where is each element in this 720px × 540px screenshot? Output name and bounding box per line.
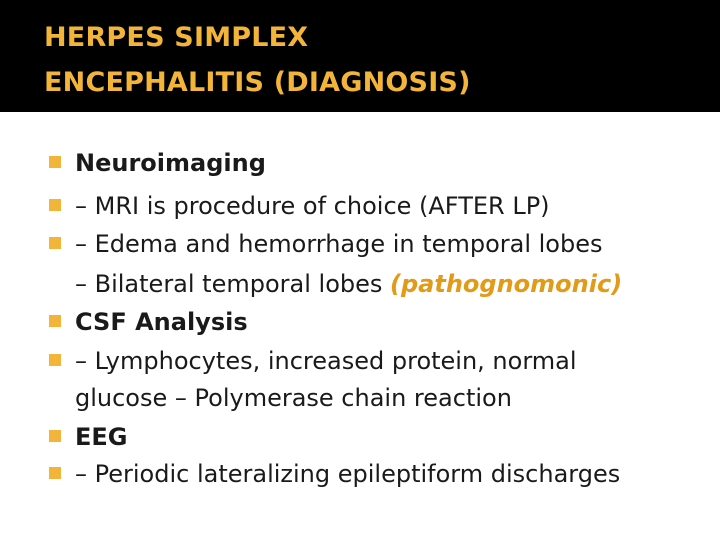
bullet-text: – Lymphocytes, increased protein, normal	[75, 347, 577, 375]
square-bullet-icon	[49, 354, 61, 366]
bullet-text: EEG	[75, 423, 128, 451]
slide-title-line-1: HERPES SIMPLEX	[44, 22, 309, 53]
bullet-text: – MRI is procedure of choice (AFTER LP)	[75, 192, 550, 220]
slide-title-line-2: ENCEPHALITIS (DIAGNOSIS)	[44, 67, 471, 98]
pathognomonic-highlight: (pathognomonic)	[390, 270, 623, 298]
square-bullet-icon	[49, 237, 61, 249]
slide-title-bar	[0, 0, 720, 112]
bullet-text: Neuroimaging	[75, 149, 266, 177]
square-bullet-icon	[49, 430, 61, 442]
square-bullet-icon	[49, 156, 61, 168]
bullet-continuation	[0, 267, 720, 303]
bullet-continuation	[0, 381, 720, 417]
bullet-text: – Periodic lateralizing epileptiform discharges	[75, 460, 621, 488]
square-bullet-icon	[49, 199, 61, 211]
bullet-item	[0, 457, 720, 493]
bullet-continuation-text: glucose – Polymerase chain reaction	[75, 384, 512, 412]
bullet-item	[0, 420, 720, 456]
bullet-item	[0, 189, 720, 225]
bullet-item	[0, 227, 720, 263]
bullet-item	[0, 305, 720, 341]
continuation-text: – Bilateral temporal lobes	[75, 270, 391, 298]
bullet-text: – Edema and hemorrhage in temporal lobes	[75, 230, 603, 258]
bullet-text: CSF Analysis	[75, 308, 248, 336]
bullet-item	[0, 344, 720, 380]
square-bullet-icon	[49, 315, 61, 327]
slide-content	[0, 112, 720, 540]
square-bullet-icon	[49, 467, 61, 479]
bullet-continuation-text	[75, 267, 622, 301]
bullet-item	[0, 146, 720, 182]
